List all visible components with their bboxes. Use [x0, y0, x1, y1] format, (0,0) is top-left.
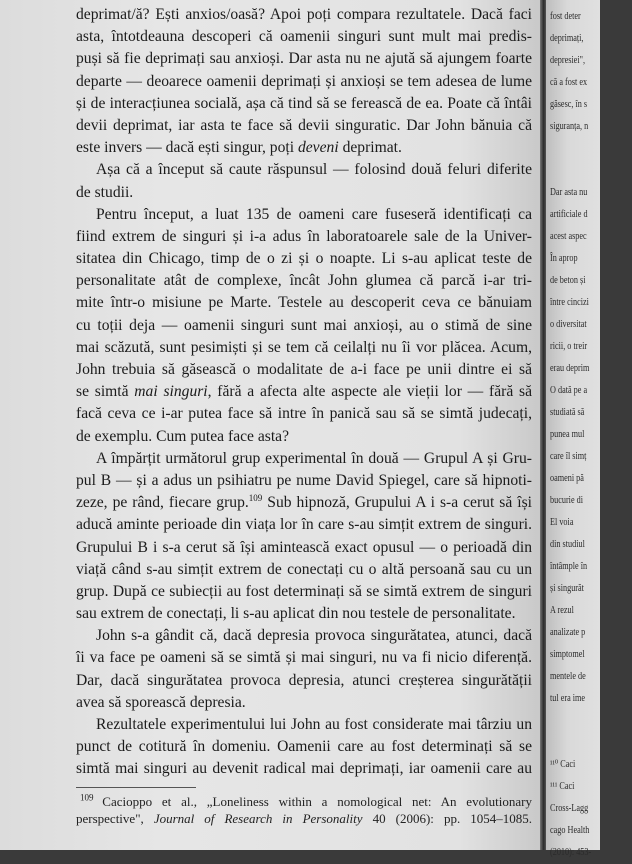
next-page-line: de beton și — [550, 275, 586, 286]
next-page-line — [550, 732, 632, 754]
next-page-line: deprimați, — [550, 33, 584, 44]
next-page-line: între cincizi — [550, 297, 589, 308]
text-line — [76, 226, 532, 248]
line-text: avea să sporească depresia. — [76, 693, 246, 711]
text-line — [76, 470, 532, 492]
next-page-line: bucurie di — [550, 495, 584, 506]
footnote — [76, 793, 532, 827]
next-page-line: A rezul — [550, 605, 574, 616]
italic-text: mai singuri — [134, 383, 208, 401]
next-page-line: întâmple în — [550, 561, 588, 572]
next-page-line: cago Health — [550, 825, 590, 836]
text-line — [76, 448, 532, 470]
line-text: Dar, dacă singurătatea provoca depresia, atunci creșterea singurătății — [76, 671, 532, 689]
text-line — [76, 137, 532, 159]
next-page-line: care îl simț — [550, 451, 587, 462]
line-text: John trebuia să găsească o modalitate de a-i face pe unii dintre ei să — [76, 361, 532, 378]
line-text: 40 (2006): pp. 1054–1085. — [362, 811, 532, 826]
line-text: pul B — și a adus un psihiatru pe nume David Spiegel, care să hipnoti- — [76, 471, 532, 489]
line-text: asta, întotdeauna descoperi că oamenii singuri sunt mult mai predis- — [76, 28, 532, 46]
text-line — [76, 403, 532, 425]
line-text: , fără a afecta alte aspecte ale vieții lor — fără să — [207, 383, 532, 401]
line-text: deprimat. — [338, 139, 402, 157]
text-line — [76, 359, 532, 381]
line-text: puși să fie deprimați sau anxioși. Dar asta nu ne ajută să ajungem foarte — [76, 50, 532, 68]
text-line — [76, 159, 532, 181]
book-page-right-edge — [546, 0, 600, 858]
italic-text: deveni — [297, 139, 339, 157]
line-text: grup. După ce subiecții au fost determinați să se simtă extrem de singuri — [76, 582, 532, 600]
text-line — [76, 182, 532, 204]
next-page-line: (2010): 453- — [550, 847, 592, 858]
line-text: simtă mai singuri au devenit radical mai deprimați, iar oamenii care au — [76, 760, 532, 778]
text-line — [76, 315, 532, 337]
next-page-line: studiată să — [550, 407, 585, 418]
next-page-line — [550, 160, 632, 182]
next-page-line: artificiale d — [550, 209, 588, 220]
next-page-line: oameni pă — [550, 473, 584, 484]
text-line — [76, 758, 532, 780]
footnote-divider — [76, 787, 196, 788]
next-page-text — [550, 6, 632, 864]
text-line — [76, 381, 532, 403]
next-page-line: ¹¹⁰ Caci — [550, 759, 576, 770]
text-line — [76, 714, 532, 736]
text-line — [76, 810, 532, 827]
next-page-line: ricii, o treir — [550, 341, 588, 352]
next-page-line: punea mul — [550, 429, 585, 440]
text-line — [76, 793, 532, 810]
line-text: și de interacțiunea socială, așa că tind să se ferească de ea. Poate că întâi — [76, 94, 532, 112]
next-page-line: siguranța, n — [550, 121, 589, 132]
line-text: cu toții deja — oamenii singuri sunt mai anxioși, au o stimă de sine — [76, 316, 532, 334]
line-text: John s-a gândit că, dacă depresia provoca singurătatea, atunci, dacă — [96, 627, 532, 645]
line-text: fiind extrem de singuri și i-a adus în laboratoarele sale de la Univer- — [76, 227, 532, 245]
line-text: sau extrem de conectați, li s-au aplicat din nou testele de personalitate. — [76, 605, 516, 623]
next-page-line: o diversitat — [550, 319, 587, 330]
line-text: de exemplu. Cum putea face asta? — [76, 427, 290, 445]
line-text: Grupului B i s-a cerut să își amintească exact opusul — o perioadă din — [76, 538, 532, 556]
text-line — [76, 647, 532, 669]
line-text: perspective", — [76, 811, 154, 826]
text-line — [76, 559, 532, 581]
next-page-line: găsesc, în s — [550, 99, 588, 110]
next-page-line: erau deprim — [550, 363, 590, 374]
next-page-line — [550, 710, 632, 732]
text-line — [76, 537, 532, 559]
next-page-line — [550, 138, 632, 160]
line-text: mai scăzută, sunt pesimiști și se tem că ceilalți nu îi vor plăcea. Acum, — [76, 338, 532, 356]
text-line — [76, 625, 532, 647]
text-line — [76, 603, 532, 625]
next-page-line: fost deter — [550, 11, 581, 22]
text-line — [76, 692, 532, 714]
next-page-line: În aprop — [550, 253, 578, 264]
text-line — [76, 93, 532, 115]
text-line — [76, 71, 532, 93]
line-text: viață când s-au simțit extrem de conectați cu o altă persoană sau cu un — [76, 560, 532, 578]
line-text: A împărțit următorul grup experimental în două — Grupul A și Gru- — [96, 449, 532, 467]
line-text: Așa că a început să caute răspunsul — folosind două feluri diferite — [96, 161, 532, 179]
line-text: departe — deoarece oamenii deprimați și anxioși se tem adesea de lume — [76, 72, 532, 90]
line-text: punct de cotitură în domeniu. Oamenii care au fost determinați să se — [76, 738, 532, 756]
line-text: personalitate atât de complexe, încât John glumea că parcă i-ar tri- — [76, 272, 532, 290]
next-page-line: simptomel — [550, 649, 585, 660]
text-line — [76, 514, 532, 536]
line-text: îi va face pe oameni să se simtă și mai singuri, nu va fi nicio diferență. — [76, 649, 532, 667]
text-line — [76, 248, 532, 270]
text-line — [76, 736, 532, 758]
text-line — [76, 670, 532, 692]
next-page-line: acest aspec — [550, 231, 587, 242]
next-page-line: Cross-Lagg — [550, 803, 589, 814]
line-text: Cacioppo et al., „Loneliness within a nomological net: An evolutionary — [102, 794, 532, 809]
line-text: de studii. — [76, 183, 134, 201]
text-line — [76, 204, 532, 226]
next-page-line: și singurăt — [550, 583, 584, 594]
text-line — [76, 270, 532, 292]
line-text: se simtă — [76, 383, 135, 401]
line-text: facă ceva ce i-ar putea face să intre în panică sau să se simtă judecați, — [76, 405, 532, 423]
text-line — [76, 426, 532, 448]
line-text: aducă aminte perioade din viața lor în care s-au simțit extrem de singuri. — [76, 516, 532, 534]
text-line — [76, 115, 532, 137]
next-page-line: Dar asta nu — [550, 187, 588, 198]
text-line — [76, 492, 532, 514]
line-text: Sub hipnoză, Grupului A i s-a cerut să își — [262, 494, 532, 512]
next-page-line: depresiei", — [550, 55, 586, 66]
next-page-line: El voia — [550, 517, 574, 528]
line-text: mite într-o misiune pe Marte. Testele au descoperit ceva ce bănuiam — [76, 294, 532, 312]
line-text: zeze, pe rând, fiecare grup. — [76, 494, 249, 512]
footnote-ref: 109 — [248, 492, 263, 503]
next-page-line: că a fost ex — [550, 77, 588, 88]
next-page-line: mentele de — [550, 671, 586, 682]
line-text: sitatea din Chicago, timp de o zi și o noapte. Li s-au aplicat teste de — [76, 250, 532, 268]
text-line — [76, 581, 532, 603]
text-line — [76, 48, 532, 70]
next-page-line: O dată pe a — [550, 385, 588, 396]
footnote-number: 109 — [80, 792, 103, 803]
text-line — [76, 337, 532, 359]
line-text: Pentru început, a luat 135 de oameni care fuseseră identificați ca — [96, 205, 532, 223]
line-text: devii deprimat, iar asta te face să devii singuratic. Dar John bănuia că — [76, 116, 532, 134]
italic-text: Journal of Research in Personality — [153, 811, 363, 826]
text-line — [76, 4, 532, 26]
body-text — [76, 4, 532, 781]
next-page-line: analizate p — [550, 627, 586, 638]
next-page-line: ¹¹¹ Caci — [550, 781, 575, 792]
text-line — [76, 292, 532, 314]
next-page-line: tul era ime — [550, 693, 586, 704]
text-line — [76, 26, 532, 48]
next-page-line: din studiul — [550, 539, 585, 550]
line-text: este invers — dacă ești singur, poți — [76, 139, 298, 157]
line-text: Rezultatele experimentului lui John au fost considerate mai târziu un — [96, 716, 532, 733]
line-text: deprimat/ă? Ești anxios/oasă? Apoi poți compara rezultatele. Dacă faci — [76, 6, 532, 23]
